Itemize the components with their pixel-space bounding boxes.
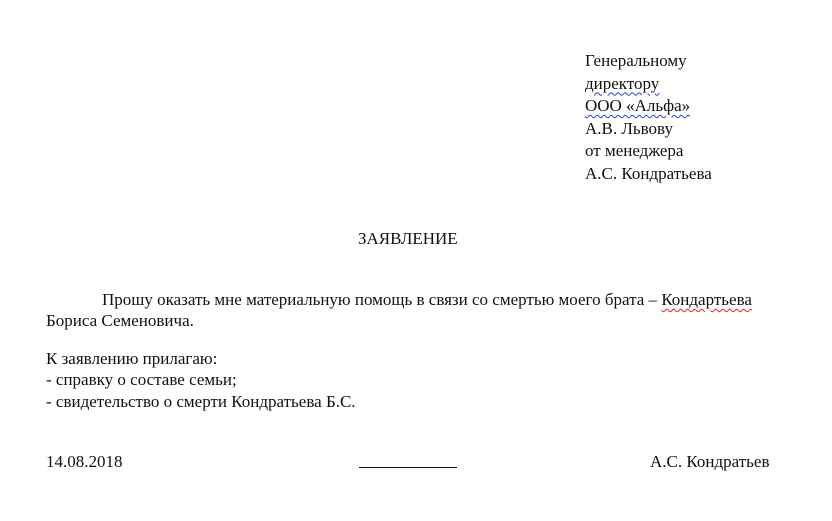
addressee-line-title: директору (585, 73, 660, 93)
addressee-line-name: А.В. Львову (585, 118, 674, 138)
signature-line (359, 467, 457, 468)
addressee-line-position: Генеральному (585, 51, 687, 70)
attachment-item: - свидетельство о смерти Кондратьева Б.С. (46, 392, 356, 411)
request-paragraph-line1 (102, 289, 752, 311)
signer-name: А.С. Кондратьев (650, 452, 770, 471)
attachment-item: - справку о составе семьи; (46, 370, 237, 389)
request-text: Прошу оказать мне материальную помощь в связи со смертью моего брата – (102, 290, 662, 309)
document-title: ЗАЯВЛЕНИЕ (358, 229, 458, 248)
sender-line-name: А.С. Кондратьева (585, 163, 712, 183)
document-date: 14.08.2018 (46, 452, 123, 471)
request-paragraph-line2: Бориса Семеновича. (46, 311, 194, 330)
addressee-line-company (585, 95, 712, 118)
sender-line-position: от менеджера (585, 141, 684, 160)
addressee-company-text: ООО «Альфа» (585, 96, 691, 115)
addressee-block (585, 50, 712, 185)
request-name-misspelled: Кондартьева (661, 290, 752, 309)
attachments-heading: К заявлению прилагаю: (46, 349, 218, 368)
